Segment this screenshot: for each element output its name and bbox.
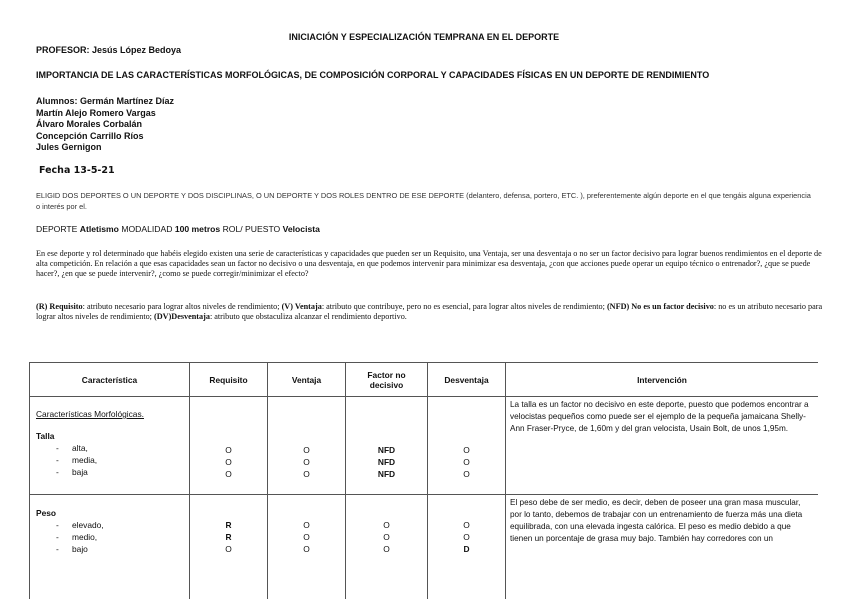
legend-v-term: (V) Ventaja xyxy=(281,302,322,311)
value-modalidad: 100 metros xyxy=(174,224,221,234)
header-factor-no-decisivo: Factor no decisivo xyxy=(346,363,428,397)
student-name: Jules Gernigon xyxy=(36,142,102,152)
sport-line xyxy=(36,224,320,234)
list-item: - alta, xyxy=(56,443,88,453)
peso-desventaja-cell: O O D xyxy=(428,495,506,599)
student-name: Álvaro Morales Corbalán xyxy=(36,119,143,129)
section-title: Características Morfológicas. xyxy=(36,409,144,419)
professor-line: PROFESOR: Jesús López Bedoya xyxy=(36,45,182,55)
peso-requisito-cell: R R O xyxy=(190,495,268,599)
legend-nfd-term: (NFD) No es un factor decisivo xyxy=(606,302,714,311)
talla-intervention-cell xyxy=(506,397,819,495)
student-list xyxy=(36,96,174,154)
document-title: INICIACIÓN Y ESPECIALIZACIÓN TEMPRANA EN EL DEPORTE xyxy=(288,32,560,42)
list-item: - baja xyxy=(56,467,88,477)
list-item: - bajo xyxy=(56,544,88,554)
talla-nfd-cell: NFD NFD NFD xyxy=(346,397,428,495)
legend-v-text: : atributo que contribuye, pero no es esencial, para lograr altos niveles de rendimiento; xyxy=(321,302,607,311)
date: Fecha 13-5-21 xyxy=(39,165,115,176)
table-row xyxy=(30,397,819,495)
talla-intervention-text: La talla es un factor no decisivo en este deporte, puesto que podemos encontrar a velocistas pequeños como puede ser el ejemplo de la pequeña jamaicana Shelly-Ann Fraser-Pryce, de 1,60m y del gran velocista, Usain Bolt, de unos 1,95m. xyxy=(510,400,809,433)
legend-paragraph xyxy=(36,302,826,322)
talla-characteristic-cell xyxy=(30,397,190,495)
peso-characteristic-cell xyxy=(30,495,190,599)
peso-intervention-text: El peso debe de ser medio, es decir, deben de poseer una gran masa muscular, por lo tanto, debemos de trabajar con un entrenamiento de fuerza más una dieta equilibrada, con una elevada ingesta calórica. El peso es medio debido a que tienen un porcentaje de grasa muy bajo. También hay corredores con un xyxy=(510,498,803,543)
legend-dv-text: : atributo que obstaculiza alcanzar el rendimiento deportivo. xyxy=(209,312,407,321)
peso-nfd-cell: O O O xyxy=(346,495,428,599)
intro-paragraph: En ese deporte y rol determinado que habéis elegido existen una serie de características y capacidades que pueden ser un Requisito, una Ventaja, ser una desventaja o no ser un factor decisivo para lograr buenos rendimientos en el deporte de alta competición. En relación a que esas capacidades sean un factor no decisivo o una desventaja, en que podemos intervenir para minimizar esa desventaja, ¿con que acciones puede operar un equipo técnico o entrenador?, ¿que se puede hacer?, ¿en que se puede intervenir?, ¿como se puede corregir/minimizar el efecto? xyxy=(36,249,822,278)
table-header-row xyxy=(30,363,819,397)
label-modalidad: MODALIDAD xyxy=(118,224,175,234)
header-desventaja: Desventaja xyxy=(428,363,506,397)
talla-desventaja-cell: O O O xyxy=(428,397,506,495)
legend-r-text: : atributo necesario para lograr altos niveles de rendimiento; xyxy=(82,302,282,311)
header-ventaja: Ventaja xyxy=(268,363,346,397)
label-rol: ROL/ PUESTO xyxy=(220,224,283,234)
talla-requisito-cell: O O O xyxy=(190,397,268,495)
list-item: - media, xyxy=(56,455,98,465)
assignment-title: IMPORTANCIA DE LAS CARACTERÍSTICAS MORFOLÓGICAS, DE COMPOSICIÓN CORPORAL Y CAPACIDADES FÍSICAS EN UN DEPORTE DE RENDIMIENTO xyxy=(36,70,710,80)
instructions-rest: (delantero, defensa, portero, ETC. ), preferentemente algún deporte en el que tengáis alguna experiencia o interés por el. xyxy=(36,191,811,211)
peso-ventaja-cell: O O O xyxy=(268,495,346,599)
list-item: - medio, xyxy=(56,532,98,542)
header-requisito: Requisito xyxy=(190,363,268,397)
peso-label: Peso xyxy=(36,508,57,518)
header-caracteristica: Característica xyxy=(30,363,190,397)
peso-intervention-cell xyxy=(506,495,819,599)
talla-label: Talla xyxy=(36,431,55,441)
label-deporte: DEPORTE xyxy=(36,224,80,234)
student-name: Alumnos: Germán Martínez Díaz xyxy=(36,96,175,106)
instructions xyxy=(36,190,816,212)
header-intervencion: Intervención xyxy=(506,363,819,397)
talla-ventaja-cell: O O O xyxy=(268,397,346,495)
characteristics-table xyxy=(29,362,818,599)
legend-dv-term: (DV)Desventaja xyxy=(154,312,210,321)
student-name: Martín Alejo Romero Vargas xyxy=(36,107,156,118)
list-item: - elevado, xyxy=(56,520,104,530)
table-row xyxy=(30,495,819,599)
legend-r-term: (R) Requisito xyxy=(36,302,83,311)
student-name: Concepción Carrillo Ríos xyxy=(36,130,144,141)
instructions-main: ELIGID DOS DEPORTES O UN DEPORTE Y DOS DISCIPLINAS, O UN DEPORTE Y DOS ROLES DENTRO DE ESE DEPORTE xyxy=(36,191,465,200)
value-deporte: Atletismo xyxy=(79,224,119,234)
legend-nfd-text: : no es un atributo necesario para lograr altos niveles de rendimiento; xyxy=(36,302,823,321)
value-rol: Velocista xyxy=(282,224,320,234)
